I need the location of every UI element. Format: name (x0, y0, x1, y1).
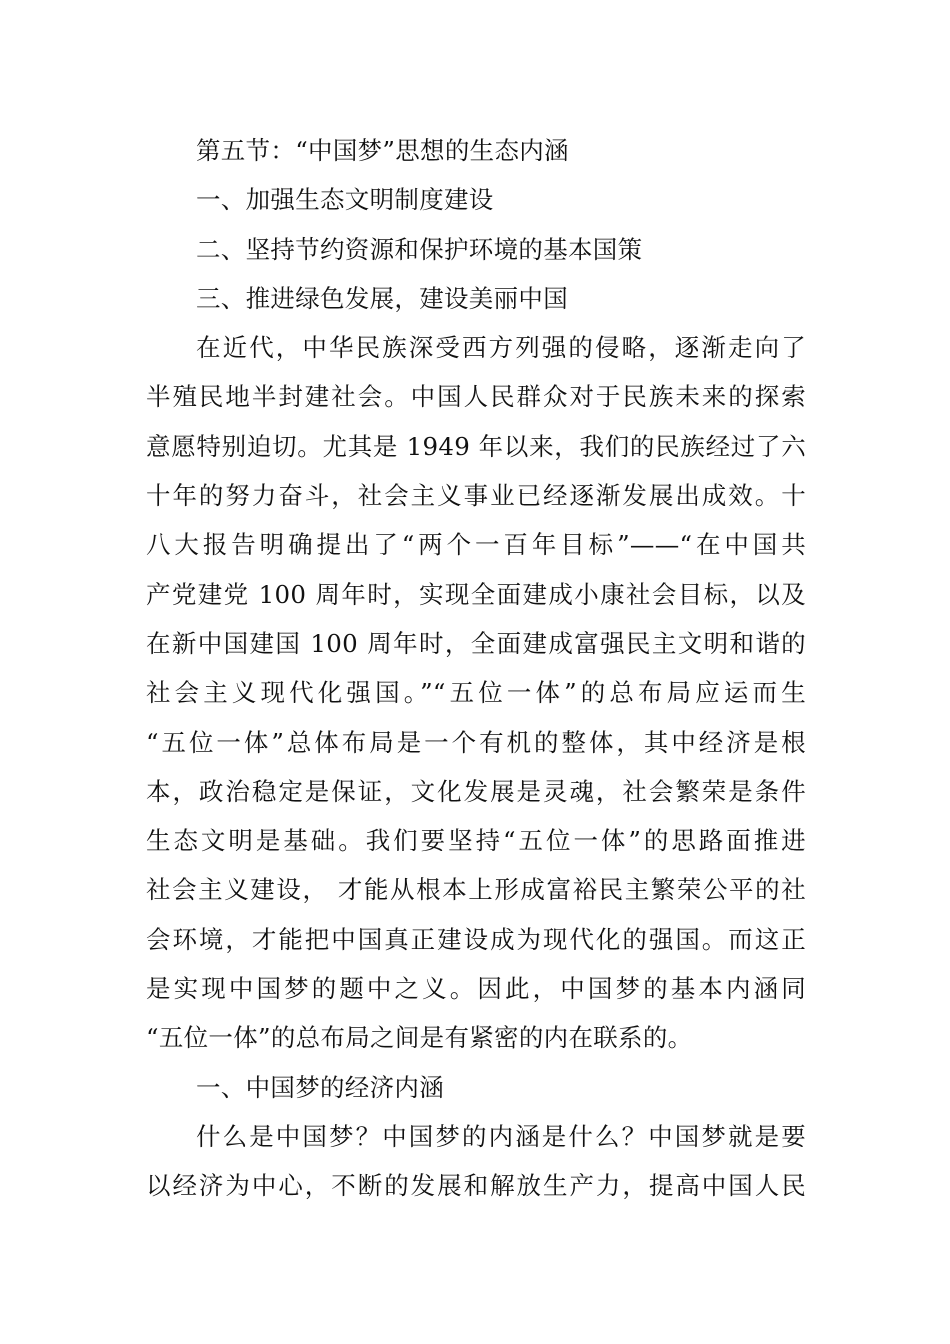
paragraph-line: 在新中国建国 100 周年时，全面建成富强民主文明和谐的 (146, 628, 806, 658)
paragraph-line: 社会主义现代化强国。”“五位一体”的总布局应运而生 (146, 678, 806, 708)
subheading-economic: 一、中国梦的经济内涵 (196, 1072, 444, 1102)
subheading-1: 一、加强生态文明制度建设 (196, 185, 494, 215)
subheading-3: 三、推进绿色发展，建设美丽中国 (196, 283, 568, 313)
paragraph-line: 在近代，中华民族深受西方列强的侵略，逐渐走向了 (196, 333, 806, 363)
paragraph-line: 生态文明是基础。我们要坚持“五位一体”的思路面推进 (146, 826, 806, 856)
paragraph-line: “五位一体”的总布局之间是有紧密的内在联系的。 (146, 1023, 693, 1053)
paragraph-line: 本，政治稳定是保证，文化发展是灵魂，社会繁荣是条件 (146, 776, 806, 806)
paragraph-line: 会环境，才能把中国真正建设成为现代化的强国。而这正 (146, 924, 806, 954)
paragraph-line: 社会主义建设， 才能从根本上形成富裕民主繁荣公平的社 (146, 875, 806, 905)
document-page (146, 126, 806, 1211)
paragraph-line: 意愿特别迫切。尤其是 1949 年以来，我们的民族经过了六 (146, 431, 806, 461)
paragraph-line: 十年的努力奋斗，社会主义事业已经逐渐发展出成效。十 (146, 481, 806, 511)
paragraph-line: 八大报告明确提出了“两个一百年目标”——“在中国共 (146, 530, 806, 560)
paragraph-line: 是实现中国梦的题中之义。因此，中国梦的基本内涵同 (146, 974, 806, 1004)
paragraph-line: 什么是中国梦？中国梦的内涵是什么？中国梦就是要 (196, 1121, 806, 1151)
subheading-2: 二、坚持节约资源和保护环境的基本国策 (196, 234, 643, 264)
section-title: 第五节：“中国梦”思想的生态内涵 (196, 136, 569, 165)
paragraph-line: 以经济为中心，不断的发展和解放生产力，提高中国人民 (146, 1171, 806, 1201)
paragraph-2 (146, 1112, 806, 1211)
paragraph-line: 产党建党 100 周年时，实现全面建成小康社会目标，以及 (146, 579, 806, 609)
paragraph-1 (146, 323, 806, 1062)
paragraph-line: “五位一体”总体布局是一个有机的整体，其中经济是根 (146, 727, 806, 757)
paragraph-line: 半殖民地半封建社会。中国人民群众对于民族未来的探索 (146, 382, 806, 412)
